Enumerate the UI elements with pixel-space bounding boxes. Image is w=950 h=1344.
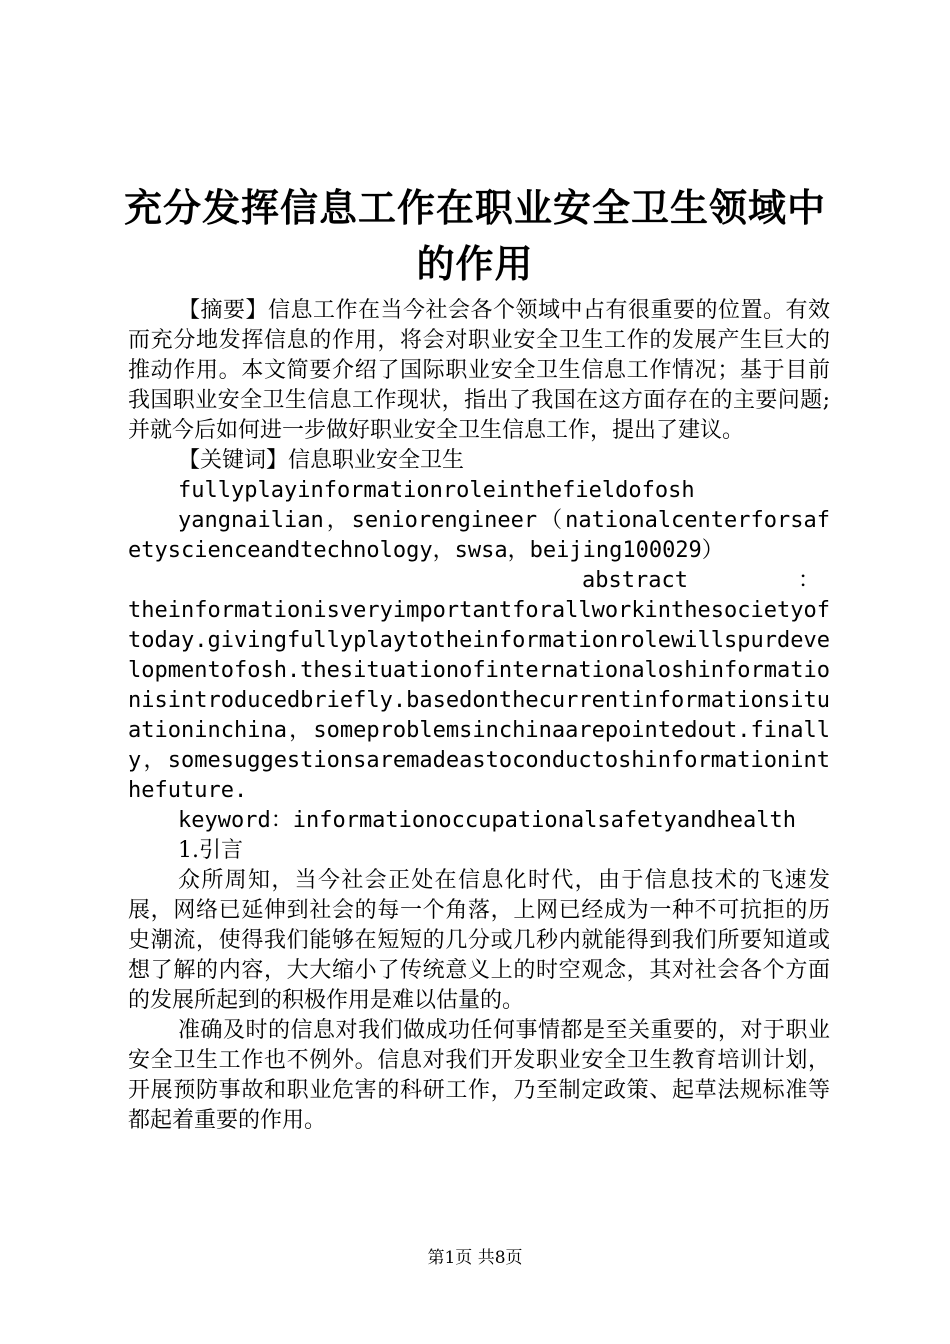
intro-paragraph-2: 准确及时的信息对我们做成功任何事情都是至关重要的，对于职业安全卫生工作也不例外。信息对我们开发职业安全卫生教育培训计划，开展预防事故和职业危害的科研工作，乃至制定政策、起草法规标准等都起着重要的作用。	[128, 1018, 830, 1133]
abstract-english-heading	[128, 566, 830, 596]
abstract-english-colon: ：	[797, 568, 820, 593]
english-author: yangnailian，seniorengineer（nationalcenterforsafetyscienceandtechnology，swsa，beijing100029）	[128, 508, 830, 563]
english-title: fullyplayinformationroleinthefieldofosh	[178, 478, 695, 503]
page-footer: 第1页 共8页	[427, 1248, 523, 1268]
abstract-english-label: abstract	[582, 568, 688, 593]
section-heading-introduction: 1.引言	[178, 838, 243, 863]
abstract-english: theinformationisveryimportantforallworkinthesocietyoftoday.givingfullyplaytotheinformationrolewillspurdevelopmentofosh.thesituationofinternationaloshinformationisintroducedbriefly.basedonthecurrentinformationsituationinchina，someproblemsinchinaarepointedout.finally，somesuggestionsaremadeastoconductoshinformationinthefuture.	[128, 598, 830, 803]
document-body	[128, 296, 830, 1136]
keywords-english: keyword：informationoccupationalsafetyandhealth	[178, 808, 797, 833]
intro-paragraph-1: 众所周知，当今社会正处在信息化时代，由于信息技术的飞速发展，网络已延伸到社会的每一个角落，上网已经成为一种不可抗拒的历史潮流，使得我们能够在短短的几分或几秒内就能得到我们所要知道或想了解的内容，大大缩小了传统意义上的时空观念，其对社会各个方面的发展所起到的积极作用是难以估量的。	[128, 868, 830, 1013]
keywords-chinese: 【关键词】信息职业安全卫生	[178, 448, 465, 473]
abstract-chinese: 【摘要】信息工作在当今社会各个领域中占有很重要的位置。有效而充分地发挥信息的作用，将会对职业安全卫生工作的发展产生巨大的推动作用。本文简要介绍了国际职业安全卫生信息工作情况；基于目前我国职业安全卫生信息工作现状，指出了我国在这方面存在的主要问题;并就今后如何进一步做好职业安全卫生信息工作，提出了建议。	[128, 298, 830, 443]
document-title: 充分发挥信息工作在职业安全卫生领域中的作用	[123, 185, 826, 286]
